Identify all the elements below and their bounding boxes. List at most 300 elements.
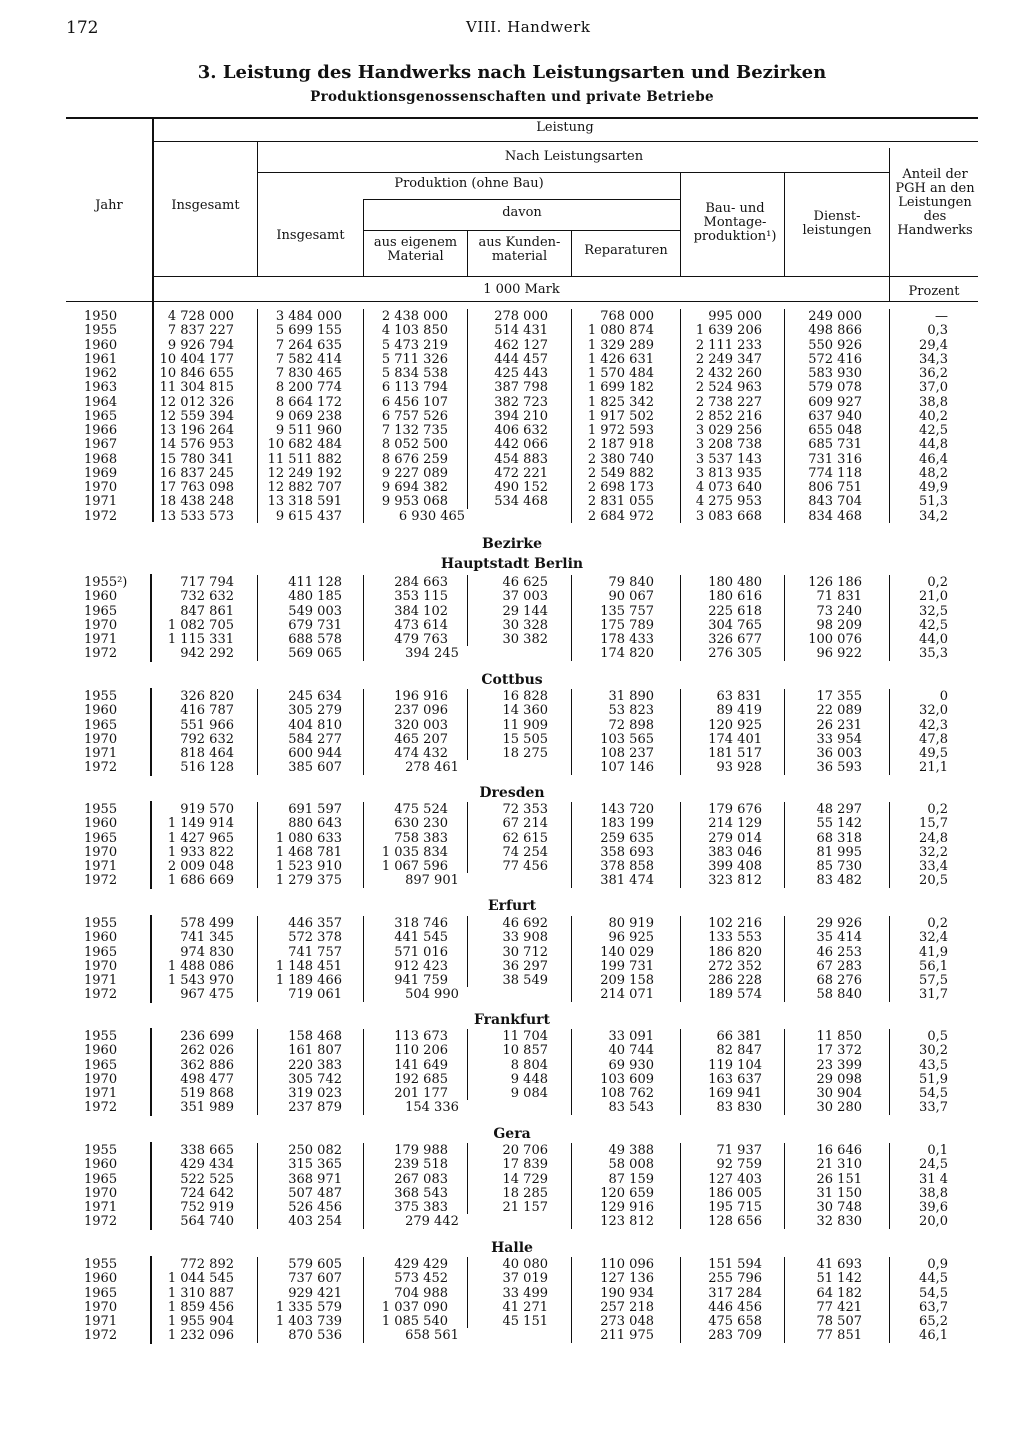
cell-value: 71 831 — [816, 589, 862, 605]
cell-value: 12 249 192 — [267, 465, 342, 481]
cell-value: 1 035 834 — [381, 844, 448, 860]
cell-value: 1 082 705 — [167, 617, 234, 633]
vrule-body-eigen — [467, 575, 468, 646]
table-row — [0, 931, 1024, 945]
cell-value: 29,4 — [919, 337, 948, 353]
vrule-body-dienst — [889, 1029, 890, 1115]
vrule-body-prod — [363, 802, 364, 888]
leistung-rule — [152, 141, 978, 142]
cell-value: 320 003 — [394, 717, 448, 733]
cell-year: 1955 — [84, 1143, 118, 1158]
cell-value: 929 421 — [288, 1285, 342, 1301]
cell-value: 912 423 — [394, 958, 448, 974]
cell-value: 655 048 — [808, 423, 862, 438]
header-kundenmaterial: aus Kunden- material — [478, 235, 561, 264]
cell-year: 1955 — [84, 916, 118, 931]
cell-value: 169 941 — [708, 1086, 762, 1101]
cell-value: 897 901 — [405, 873, 459, 889]
cell-year: 1970 — [84, 958, 118, 974]
cell-year: 1965 — [84, 408, 118, 424]
cell-value: 72 898 — [608, 717, 654, 733]
vrule-body-prod — [363, 1143, 364, 1229]
cell-value: 7 264 635 — [275, 337, 342, 353]
vrule-body-bau — [784, 1257, 785, 1343]
cell-year: 1971 — [84, 1200, 118, 1215]
cell-value: 163 637 — [708, 1071, 762, 1087]
table-row — [0, 817, 1024, 831]
cell-year: 1970 — [84, 844, 118, 860]
cell-value: 18 275 — [502, 746, 548, 761]
header-jahr: Jahr — [95, 198, 123, 213]
vrule-body-bau — [784, 1143, 785, 1229]
cell-year: 1972 — [84, 1328, 118, 1344]
cell-value: 44,5 — [919, 1271, 948, 1287]
cell-year: 1967 — [84, 437, 118, 453]
cell-value: 9 615 437 — [275, 508, 342, 524]
cell-value: 8 676 259 — [381, 451, 448, 467]
cell-value: 110 206 — [394, 1043, 448, 1059]
vrule-body-prod — [363, 1029, 364, 1115]
cell-value: 13 318 591 — [267, 494, 342, 510]
cell-value: 32,0 — [919, 703, 948, 719]
vrule-body-bau — [784, 916, 785, 1002]
cell-value: 6 757 526 — [381, 408, 448, 424]
table-row — [0, 1101, 1024, 1115]
vrule-body-prod — [363, 1257, 364, 1343]
cell-value: 82 847 — [716, 1043, 762, 1059]
vrule-body-bau — [784, 689, 785, 775]
cell-value: 21,0 — [919, 589, 948, 605]
cell-value: 143 720 — [600, 802, 654, 817]
cell-value: 0,2 — [927, 916, 948, 931]
cell-value: 326 677 — [708, 632, 762, 647]
cell-value: 195 715 — [708, 1200, 762, 1215]
cell-value: 974 830 — [180, 944, 234, 960]
cell-value: 250 082 — [288, 1143, 342, 1158]
vrule-body-dienst — [889, 689, 890, 775]
table-row — [0, 704, 1024, 718]
vrule-body-dienst — [889, 309, 890, 523]
cell-value: 387 798 — [494, 380, 548, 396]
cell-value: 279 442 — [405, 1214, 459, 1230]
cell-value: 262 026 — [180, 1043, 234, 1059]
cell-value: 446 456 — [708, 1299, 762, 1315]
cell-value: 77 851 — [816, 1328, 862, 1344]
table-row — [0, 1301, 1024, 1315]
cell-value: 283 709 — [708, 1328, 762, 1344]
cell-value: 847 861 — [180, 603, 234, 619]
cell-value: 120 659 — [600, 1185, 654, 1201]
cell-value: 2 111 233 — [695, 337, 762, 353]
cell-value: 6 930 465 — [398, 508, 466, 524]
cell-value: 870 536 — [288, 1328, 342, 1344]
cell-value: 429 429 — [394, 1257, 448, 1272]
cell-value: 68 276 — [816, 973, 862, 988]
cell-year: 1972 — [84, 987, 118, 1003]
cell-value: 158 468 — [288, 1029, 342, 1044]
cell-value: 42,3 — [919, 717, 948, 733]
table-row — [0, 410, 1024, 424]
header-unit-prozent: Prozent — [908, 284, 960, 299]
cell-value: 190 934 — [600, 1285, 654, 1301]
cell-value: 255 796 — [708, 1271, 762, 1287]
unit-rule-bottom — [66, 301, 978, 302]
cell-value: 51,9 — [919, 1071, 948, 1087]
table-row — [0, 1087, 1024, 1101]
cell-year: 1972 — [84, 1100, 118, 1116]
cell-value: 403 254 — [288, 1214, 342, 1230]
cell-value: 425 443 — [494, 366, 548, 381]
cell-value: 2 438 000 — [381, 309, 448, 324]
header-nach-leistungsarten: Nach Leistungsarten — [504, 149, 644, 164]
vrule-body-bau — [784, 575, 785, 661]
cell-value: 63,7 — [919, 1299, 948, 1315]
cell-value: 239 518 — [394, 1157, 448, 1173]
cell-value: 30 382 — [502, 632, 548, 647]
cell-value: 17 763 098 — [159, 480, 234, 495]
cell-value: 679 731 — [288, 617, 342, 633]
cell-year: 1972 — [84, 1214, 118, 1230]
cell-value: 1 080 633 — [275, 830, 342, 846]
cell-value: 1 189 466 — [275, 973, 342, 988]
cell-value: 564 740 — [180, 1214, 234, 1230]
cell-value: 83 543 — [608, 1100, 654, 1116]
vrule-body-kunden — [571, 689, 572, 775]
cell-value: 83 482 — [816, 873, 862, 889]
vrule-body-bau — [784, 1029, 785, 1115]
cell-value: 1 686 669 — [167, 873, 234, 889]
cell-value: 128 656 — [708, 1214, 762, 1230]
cell-value: 806 751 — [808, 480, 862, 495]
cell-value: 178 433 — [600, 632, 654, 647]
cell-value: 480 185 — [288, 589, 342, 605]
cell-value: 100 076 — [808, 632, 862, 647]
table-row — [0, 846, 1024, 860]
cell-value: 34,3 — [919, 351, 948, 367]
table-row — [0, 1272, 1024, 1286]
cell-value: 201 177 — [394, 1086, 448, 1101]
section-heading-erfurt: Erfurt — [487, 898, 537, 914]
cell-value: 11 704 — [502, 1029, 548, 1044]
cell-year: 1965 — [84, 603, 118, 619]
cell-value: 526 456 — [288, 1200, 342, 1215]
cell-value: 13 196 264 — [159, 423, 234, 438]
cell-value: 24,5 — [919, 1157, 948, 1173]
cell-value: 42,5 — [919, 617, 948, 633]
table-row — [0, 1030, 1024, 1044]
cell-value: 1 639 206 — [695, 323, 762, 339]
table-row — [0, 453, 1024, 467]
cell-value: 31,7 — [919, 987, 948, 1003]
cell-value: 1 972 593 — [587, 423, 654, 438]
cell-value: 1 044 545 — [167, 1271, 234, 1287]
vrule-body-bau — [784, 309, 785, 523]
cell-value: 2 698 173 — [587, 480, 654, 495]
cell-value: 752 919 — [180, 1200, 234, 1215]
produktion-rule — [364, 199, 680, 200]
cell-value: 375 383 — [394, 1200, 448, 1215]
cell-value: 834 468 — [808, 508, 862, 524]
cell-value: 444 457 — [494, 351, 548, 367]
cell-value: 14 729 — [502, 1171, 548, 1187]
cell-year: 1965 — [84, 1057, 118, 1073]
cell-value: 498 477 — [180, 1071, 234, 1087]
table-row — [0, 719, 1024, 733]
cell-value: 29 926 — [816, 916, 862, 931]
cell-value: 179 676 — [708, 802, 762, 817]
cell-value: 1 149 914 — [167, 816, 234, 832]
cell-value: 46 692 — [502, 916, 548, 931]
cell-value: 180 480 — [708, 575, 762, 590]
cell-value: 196 916 — [394, 689, 448, 704]
cell-value: 474 432 — [394, 746, 448, 761]
cell-value: 34,2 — [919, 508, 948, 524]
cell-value: 534 468 — [494, 494, 548, 510]
cell-value: 0,2 — [927, 575, 948, 590]
cell-value: 249 000 — [808, 309, 862, 324]
cell-value: 9 694 382 — [381, 480, 448, 495]
cell-value: 1 085 540 — [381, 1314, 448, 1329]
table-row — [0, 1258, 1024, 1272]
table-row — [0, 1201, 1024, 1215]
cell-value: 17 839 — [502, 1157, 548, 1173]
cell-value: 135 757 — [600, 603, 654, 619]
cell-value: 174 401 — [708, 731, 762, 747]
cell-value: 514 431 — [494, 323, 548, 339]
cell-value: 31 4 — [919, 1171, 948, 1187]
table-row — [0, 974, 1024, 988]
cell-value: 12 559 394 — [159, 408, 234, 424]
cell-value: 1 825 342 — [587, 394, 654, 410]
cell-value: 549 003 — [288, 603, 342, 619]
cell-value: 772 892 — [180, 1257, 234, 1272]
table-row — [0, 1044, 1024, 1058]
cell-value: 44,0 — [919, 632, 948, 647]
cell-value: 462 127 — [494, 337, 548, 353]
cell-value: 123 812 — [600, 1214, 654, 1230]
cell-value: 411 128 — [288, 575, 342, 590]
cell-value: 199 731 — [600, 958, 654, 974]
cell-value: 83 830 — [716, 1100, 762, 1116]
table-row — [0, 1187, 1024, 1201]
vrule-body-dienst — [889, 1257, 890, 1343]
table-row — [0, 917, 1024, 931]
cell-year: 1972 — [84, 646, 118, 662]
cell-value: 119 104 — [708, 1057, 762, 1073]
cell-value: 276 305 — [708, 646, 762, 662]
table-row — [0, 1215, 1024, 1229]
cell-value: 140 029 — [600, 944, 654, 960]
cell-value: 507 487 — [288, 1185, 342, 1201]
cell-value: 110 096 — [600, 1257, 654, 1272]
cell-year: 1955 — [84, 689, 118, 704]
table-row — [0, 733, 1024, 747]
cell-value: 11 909 — [502, 717, 548, 733]
cell-value: 406 632 — [494, 423, 548, 438]
cell-value: 2 009 048 — [167, 859, 234, 874]
cell-year: 1960 — [84, 589, 118, 605]
table-row — [0, 874, 1024, 888]
cell-value: 66 381 — [716, 1029, 762, 1044]
table-row — [0, 1329, 1024, 1343]
cell-value: 7 837 227 — [167, 323, 234, 339]
vrule-body-rep — [680, 689, 681, 775]
cell-year: 1965 — [84, 830, 118, 846]
cell-value: 1 148 451 — [275, 958, 342, 974]
cell-value: 1 067 596 — [381, 859, 448, 874]
cell-value: 519 868 — [180, 1086, 234, 1101]
cell-value: 569 065 — [288, 646, 342, 662]
cell-year: 1970 — [84, 617, 118, 633]
cell-value: 192 685 — [394, 1071, 448, 1087]
cell-value: 880 643 — [288, 816, 342, 832]
table-row — [0, 424, 1024, 438]
cell-value: 17 355 — [816, 689, 862, 704]
table-row — [0, 1315, 1024, 1329]
table-subtitle: Produktionsgenossenschaften und private Betriebe — [310, 89, 714, 105]
cell-value: 10 682 484 — [267, 437, 342, 453]
cell-value: 14 360 — [502, 703, 548, 719]
table-row — [0, 1059, 1024, 1073]
cell-value: 29 144 — [502, 603, 548, 619]
cell-year: 1971 — [84, 494, 118, 510]
vrule-body-eigen — [467, 1029, 468, 1100]
vrule-body-kunden — [571, 916, 572, 1002]
cell-value: 318 746 — [394, 916, 448, 931]
cell-value: 10 857 — [502, 1043, 548, 1059]
cell-value: 30 712 — [502, 944, 548, 960]
cell-value: 9 511 960 — [275, 423, 342, 438]
cell-value: 3 537 143 — [695, 451, 762, 467]
cell-year: 1960 — [84, 930, 118, 946]
table-row — [0, 1073, 1024, 1087]
cell-value: 40 080 — [502, 1257, 548, 1272]
cell-value: 18 285 — [502, 1185, 548, 1201]
cell-value: 74 254 — [502, 844, 548, 860]
cell-value: 126 186 — [808, 575, 862, 590]
cell-value: 72 353 — [502, 802, 548, 817]
cell-value: 394 210 — [494, 408, 548, 424]
table-row — [0, 1173, 1024, 1187]
vrule-body-prod — [363, 689, 364, 775]
cell-value: 62 615 — [502, 830, 548, 846]
cell-value: 1 570 484 — [587, 366, 654, 381]
cell-value: 71 937 — [716, 1143, 762, 1158]
table-row — [0, 590, 1024, 604]
cell-value: 774 118 — [808, 465, 862, 481]
cell-year: 1955²) — [84, 575, 128, 590]
cell-value: 175 789 — [600, 617, 654, 633]
cell-value: 919 570 — [180, 802, 234, 817]
cell-year: 1972 — [84, 760, 118, 776]
cell-value: 284 663 — [394, 575, 448, 590]
cell-value: 21 310 — [816, 1157, 862, 1173]
section-heading-gera: Gera — [493, 1126, 531, 1142]
cell-value: 941 759 — [394, 973, 448, 988]
cell-year: 1964 — [84, 394, 118, 410]
davon-rule — [364, 230, 680, 231]
cell-value: 39,6 — [919, 1200, 948, 1215]
cell-value: 15 505 — [502, 731, 548, 747]
cell-value: 14 576 953 — [159, 437, 234, 453]
cell-value: 141 649 — [394, 1057, 448, 1073]
cell-value: 236 699 — [180, 1029, 234, 1044]
cell-value: 46 253 — [816, 944, 862, 960]
cell-value: 259 635 — [600, 830, 654, 846]
cell-value: 32,2 — [919, 844, 948, 860]
cell-value: 3 813 935 — [695, 465, 762, 481]
cell-value: 843 704 — [808, 494, 862, 510]
cell-value: 688 578 — [288, 632, 342, 647]
cell-value: 63 831 — [716, 689, 762, 704]
cell-value: 416 787 — [180, 703, 234, 719]
vrule-body-dienst — [889, 575, 890, 661]
cell-value: 44,8 — [919, 437, 948, 453]
cell-value: 504 990 — [405, 987, 459, 1003]
vrule-body-insgesamt — [257, 575, 258, 661]
cell-value: 151 594 — [708, 1257, 762, 1272]
cell-value: 37 019 — [502, 1271, 548, 1287]
cell-value: 351 989 — [180, 1100, 234, 1116]
cell-value: 358 693 — [600, 844, 654, 860]
cell-year: 1968 — [84, 451, 118, 467]
cell-value: 179 988 — [394, 1143, 448, 1158]
cell-value: 1 955 904 — [167, 1314, 234, 1329]
vrule-body-dienst — [889, 916, 890, 1002]
cell-value: 38,8 — [919, 1185, 948, 1201]
cell-value: 26 231 — [816, 717, 862, 733]
cell-value: 1 933 822 — [167, 844, 234, 860]
vrule-body-kunden — [571, 575, 572, 661]
cell-value: 579 605 — [288, 1257, 342, 1272]
cell-value: 381 474 — [600, 873, 654, 889]
cell-year: 1971 — [84, 746, 118, 761]
cell-year: 1962 — [84, 366, 118, 381]
vrule-body-prod — [363, 309, 364, 523]
cell-value: 31 890 — [608, 689, 654, 704]
cell-value: 186 820 — [708, 944, 762, 960]
vrule-body-insgesamt — [257, 1257, 258, 1343]
cell-value: 685 731 — [808, 437, 862, 453]
table-row — [0, 396, 1024, 410]
section-heading-frankfurt: Frankfurt — [473, 1012, 551, 1028]
cell-value: 6 113 794 — [381, 380, 448, 396]
cell-value: 103 609 — [600, 1071, 654, 1087]
cell-value: 2 738 227 — [695, 394, 762, 410]
cell-value: 15,7 — [919, 816, 948, 832]
cell-value: 1 329 289 — [587, 337, 654, 353]
cell-value: 186 005 — [708, 1185, 762, 1201]
cell-value: 305 742 — [288, 1071, 342, 1087]
cell-year: 1970 — [84, 1185, 118, 1201]
cell-value: 58 008 — [608, 1157, 654, 1173]
vrule-body-prod — [363, 916, 364, 1002]
cell-value: 658 561 — [405, 1328, 459, 1344]
cell-value: 3 029 256 — [695, 423, 762, 438]
cell-value: 2 831 055 — [587, 494, 654, 510]
cell-value: 609 927 — [808, 394, 862, 410]
cell-value: 1 859 456 — [167, 1299, 234, 1315]
cell-value: 1 488 086 — [167, 958, 234, 974]
cell-value: 45 151 — [502, 1314, 548, 1329]
vrule-body-bau — [784, 802, 785, 888]
cell-year: 1955 — [84, 1257, 118, 1272]
vrule-body-insgesamt — [257, 916, 258, 1002]
cell-value: 237 096 — [394, 703, 448, 719]
cell-value: 40 744 — [608, 1043, 654, 1059]
cell-value: 1 335 579 — [275, 1299, 342, 1315]
cell-year: 1955 — [84, 1029, 118, 1044]
